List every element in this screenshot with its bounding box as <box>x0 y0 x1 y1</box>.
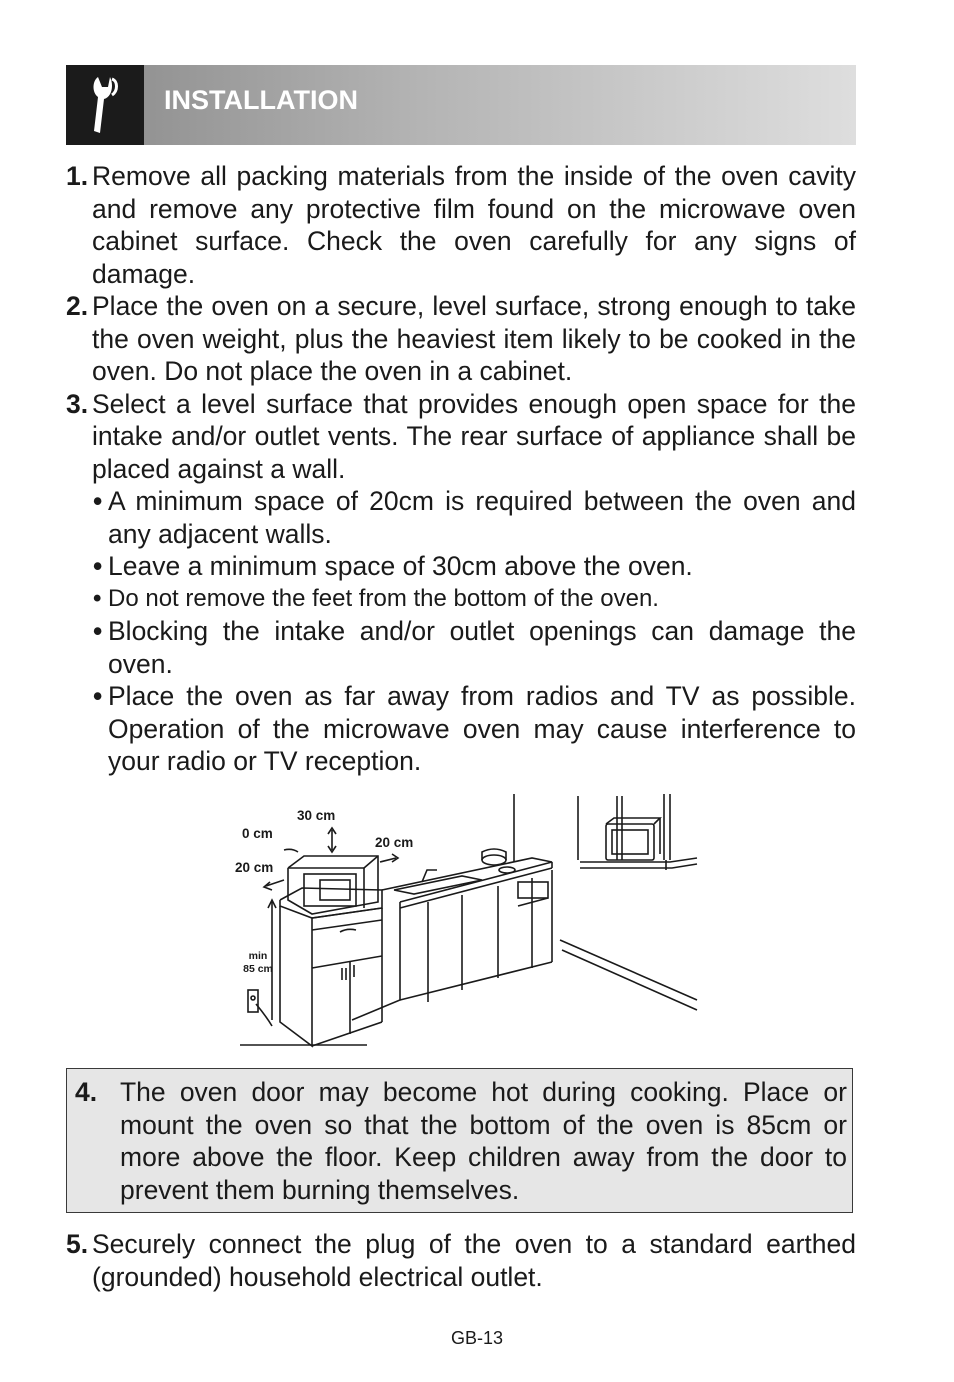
bullet-item <box>66 485 856 550</box>
label-back-clearance: 0 cm <box>242 826 273 841</box>
item-text: Securely connect the plug of the oven to a standard earthed (grounded) household electrical outlet. <box>92 1229 856 1292</box>
instruction-item <box>66 160 856 290</box>
item-number: 2. <box>66 291 89 321</box>
item-text: Remove all packing materials from the inside of the oven cavity and remove any protective film found on the microwave oven cabinet surface. Check the oven carefully for any signs of damage. <box>92 161 856 289</box>
item-number: 3. <box>66 388 89 419</box>
kitchen-illustration <box>232 790 702 1052</box>
instruction-item <box>66 290 856 388</box>
page-number: GB-13 <box>450 1328 504 1348</box>
label-top-clearance: 30 cm <box>297 808 336 823</box>
label-min: min <box>248 950 268 962</box>
page-title: INSTALLATION <box>164 85 358 115</box>
bullet-item <box>66 615 856 680</box>
section-header <box>66 65 856 145</box>
item-text: The oven door may become hot during cooking. Place or mount the oven so that the bottom of the oven is 85cm or more above the floor. Keep children away from the door to prevent them burning themselves. <box>120 1077 847 1205</box>
item-number: 4. <box>75 1077 98 1107</box>
label-height-min <box>242 950 274 976</box>
bullet-dot: • <box>93 551 103 581</box>
bullet-text: A minimum space of 20cm is required between the oven and any adjacent walls. <box>108 486 856 549</box>
instruction-item <box>66 1228 856 1293</box>
wrench-screwdriver-icon <box>84 73 126 137</box>
bullet-item <box>66 680 856 778</box>
instruction-item-5 <box>66 1228 856 1293</box>
bullet-text: Do not remove the feet from the bottom of the oven. <box>108 584 659 612</box>
item-number: 1. <box>66 161 89 191</box>
instruction-item <box>66 388 856 486</box>
item-number: 5. <box>66 1229 89 1259</box>
bullet-text: Blocking the intake and/or outlet openings can damage the oven. <box>108 616 856 679</box>
item-text: Select a level surface that provides enough open space for the intake and/or outlet vents. The rear surface of appliance shall be placed against a wall. <box>92 388 856 484</box>
warning-box <box>66 1068 853 1213</box>
bullet-text: Place the oven as far away from radios and TV as possible. Operation of the microwave oven may cause interference to your radio or TV reception. <box>108 681 856 776</box>
bullet-dot: • <box>93 486 103 516</box>
bullet-dot: • <box>93 584 102 612</box>
instructions <box>66 160 856 778</box>
installation-diagram <box>232 790 702 1052</box>
label-height: 85 cm <box>243 963 273 975</box>
bullet-item <box>66 550 856 583</box>
header-icon-box <box>66 65 144 145</box>
bullet-item <box>66 583 856 616</box>
label-left-clearance: 20 cm <box>235 860 274 875</box>
item-text: Place the oven on a secure, level surface, strong enough to take the oven weight, plus the heaviest item likely to be cooked in the oven. Do not place the oven in a cabinet. <box>92 291 856 386</box>
bullet-dot: • <box>93 616 103 646</box>
bullet-text: Leave a minimum space of 30cm above the oven. <box>108 551 693 581</box>
label-right-clearance: 20 cm <box>375 835 414 850</box>
bullet-dot: • <box>93 681 103 711</box>
